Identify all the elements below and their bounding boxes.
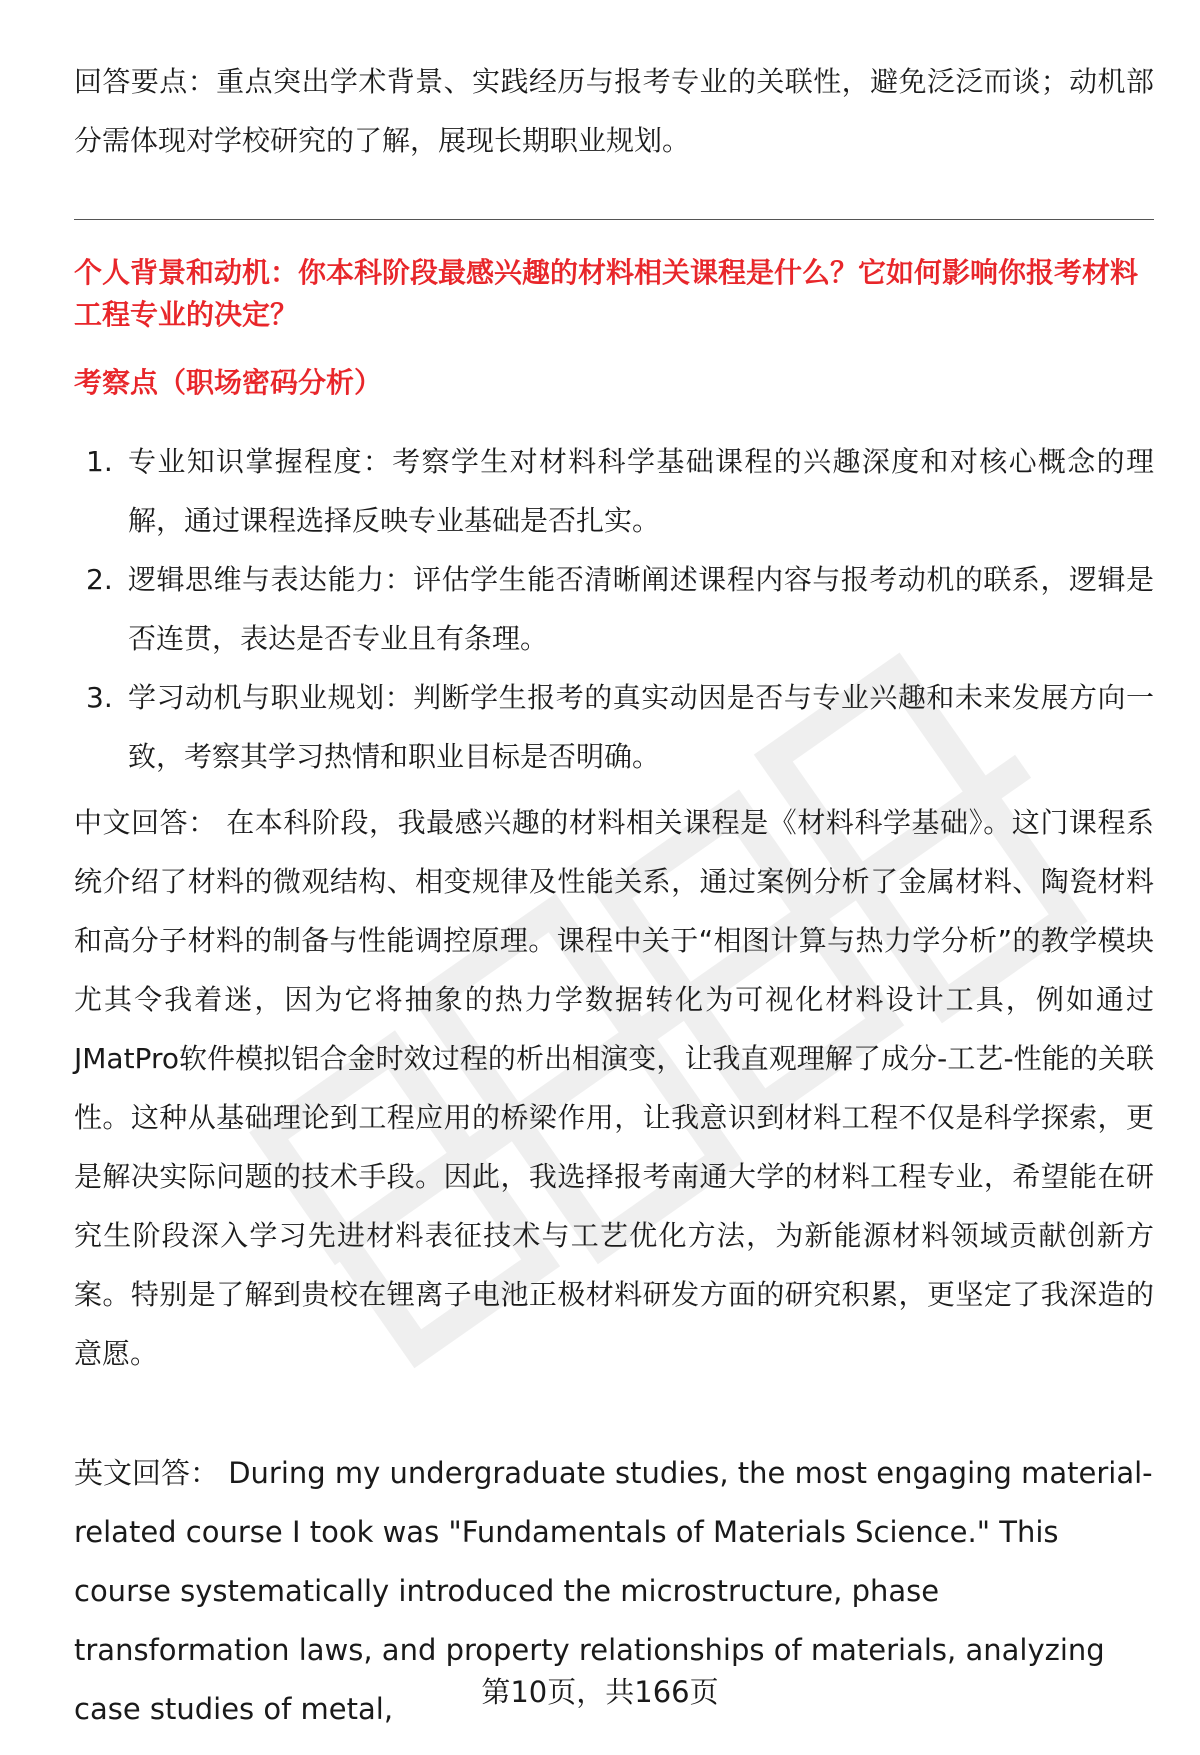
exam-point-item [74,432,1154,550]
exam-point-text: 逻辑思维与表达能力：评估学生能否清晰阐述课程内容与报考动机的联系，逻辑是否连贯，表达是否专业且有条理。 [128,563,1154,655]
exam-point-number: 1. [86,445,113,478]
exam-point-number: 3. [86,681,113,714]
exam-points-heading: 考察点（职场密码分析） [74,366,383,399]
exam-point-number: 2. [86,563,113,596]
page-number-footer: 第10页，共166页 [481,1675,719,1709]
chinese-answer: 中文回答： 在本科阶段，我最感兴趣的材料相关课程是《材料科学基础》。这门课程系统介绍了材料的微观结构、相变规律及性能关系，通过案例分析了金属材料、陶瓷材料和高分子材料的制备与性能调控原理。课程中关于“相图计算与热力学分析”的教学模块尤其令我着迷，因为它将抽象的热力学数据转化为可视化材料设计工具，例如通过JMatPro软件模拟铝合金时效过程的析出相演变，让我直观理解了成分-工艺-性能的关联性。这种从基础理论到工程应用的桥梁作用，让我意识到材料工程不仅是科学探索，更是解决实际问题的技术手段。因此，我选择报考南通大学的材料工程专业，希望能在研究生阶段深入学习先进材料表征技术与工艺优化方法，为新能源材料领域贡献创新方案。特别是了解到贵校在锂离子电池正极材料研发方面的研究积累，更坚定了我深造的意愿。 [74,806,1154,1370]
english-answer: 英文回答： During my undergraduate studies, the most engaging material-related course I took was "Fundamentals of Materials Science." This course systematically introduced the microstructure, phase transformation laws, and property relationships of materials, analyzing case studies of metal, [74,1456,1153,1726]
exam-point-item [74,668,1154,786]
exam-point-text: 学习动机与职业规划：判断学生报考的真实动因是否与专业兴趣和未来发展方向一致，考察其学习热情和职业目标是否明确。 [128,681,1154,773]
section-divider [74,219,1154,220]
exam-point-text: 专业知识掌握程度：考察学生对材料科学基础课程的兴趣深度和对核心概念的理解，通过课程选择反映专业基础是否扎实。 [128,445,1154,537]
question-title: 个人背景和动机：你本科阶段最感兴趣的材料相关课程是什么？它如何影响你报考材料工程专业的决定？ [74,256,1139,331]
exam-points-list [74,432,1154,786]
answer-tips: 回答要点：重点突出学术背景、实践经历与报考专业的关联性，避免泛泛而谈；动机部分需体现对学校研究的了解，展现长期职业规划。 [74,65,1154,157]
exam-point-item [74,550,1154,668]
